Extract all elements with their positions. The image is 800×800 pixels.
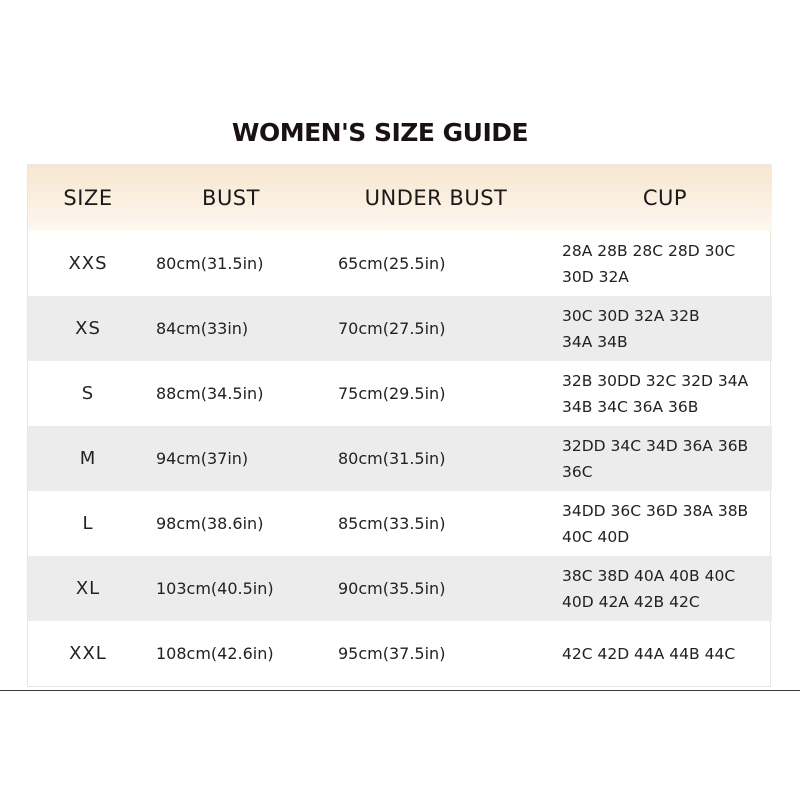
header-bust: BUST [202, 186, 260, 210]
cup-line-1: 32B 30DD 32C 32D 34A [562, 371, 749, 390]
header-cup: CUP [642, 186, 688, 210]
cup-cell [558, 491, 772, 556]
under-bust-cell: 75cm(29.5in) [338, 384, 446, 403]
header-under-bust: UNDER BUST [364, 186, 508, 210]
size-cell: S [81, 383, 95, 404]
cup-line-1: 30C 30D 32A 32B [562, 306, 700, 325]
cup-line-2: 30D 32A [562, 267, 629, 286]
cup-cell [558, 556, 772, 621]
cup-line-2: 34B 34C 36A 36B [562, 397, 699, 416]
cup-line-1: 42C 42D 44A 44B 44C [562, 644, 736, 663]
bust-cell: 88cm(34.5in) [156, 384, 264, 403]
table-header [28, 165, 772, 231]
size-table [28, 165, 772, 686]
size-cell: XL [75, 578, 101, 599]
size-cell: M [79, 448, 97, 469]
table-row [28, 361, 772, 426]
cup-cell [558, 621, 772, 686]
table-row [28, 491, 772, 556]
table-row [28, 426, 772, 491]
bust-cell: 98cm(38.6in) [156, 514, 264, 533]
cup-cell [558, 296, 772, 361]
page-title: WOMEN'S SIZE GUIDE [231, 118, 529, 147]
under-bust-cell: 65cm(25.5in) [338, 254, 446, 273]
cup-line-1: 34DD 36C 36D 38A 38B [562, 501, 749, 520]
under-bust-cell: 85cm(33.5in) [338, 514, 446, 533]
under-bust-cell: 70cm(27.5in) [338, 319, 446, 338]
cup-line-1: 38C 38D 40A 40B 40C [562, 566, 736, 585]
cup-line-2: 40C 40D [562, 527, 630, 546]
under-bust-cell: 80cm(31.5in) [338, 449, 446, 468]
table-row [28, 296, 772, 361]
under-bust-cell: 90cm(35.5in) [338, 579, 446, 598]
bust-cell: 84cm(33in) [156, 319, 249, 338]
size-cell: XXS [68, 253, 108, 274]
size-cell: XXL [69, 643, 107, 664]
size-table-container [27, 164, 771, 687]
bust-cell: 80cm(31.5in) [156, 254, 264, 273]
bottom-divider [0, 690, 800, 691]
size-cell: XS [75, 318, 101, 339]
cup-cell [558, 231, 772, 296]
table-body [28, 231, 772, 686]
cup-line-2: 40D 42A 42B 42C [562, 592, 700, 611]
table-row [28, 556, 772, 621]
bust-cell: 103cm(40.5in) [156, 579, 274, 598]
table-row [28, 231, 772, 296]
header-size: SIZE [63, 186, 113, 210]
under-bust-cell: 95cm(37.5in) [338, 644, 446, 663]
cup-cell [558, 361, 772, 426]
bust-cell: 108cm(42.6in) [156, 644, 274, 663]
cup-line-2: 34A 34B [562, 332, 628, 351]
cup-line-1: 28A 28B 28C 28D 30C [562, 241, 736, 260]
size-cell: L [82, 513, 94, 534]
bust-cell: 94cm(37in) [156, 449, 249, 468]
cup-line-1: 32DD 34C 34D 36A 36B [562, 436, 749, 455]
cup-line-2: 36C [562, 462, 593, 481]
cup-cell [558, 426, 772, 491]
header-row [28, 165, 772, 231]
table-row [28, 621, 772, 686]
